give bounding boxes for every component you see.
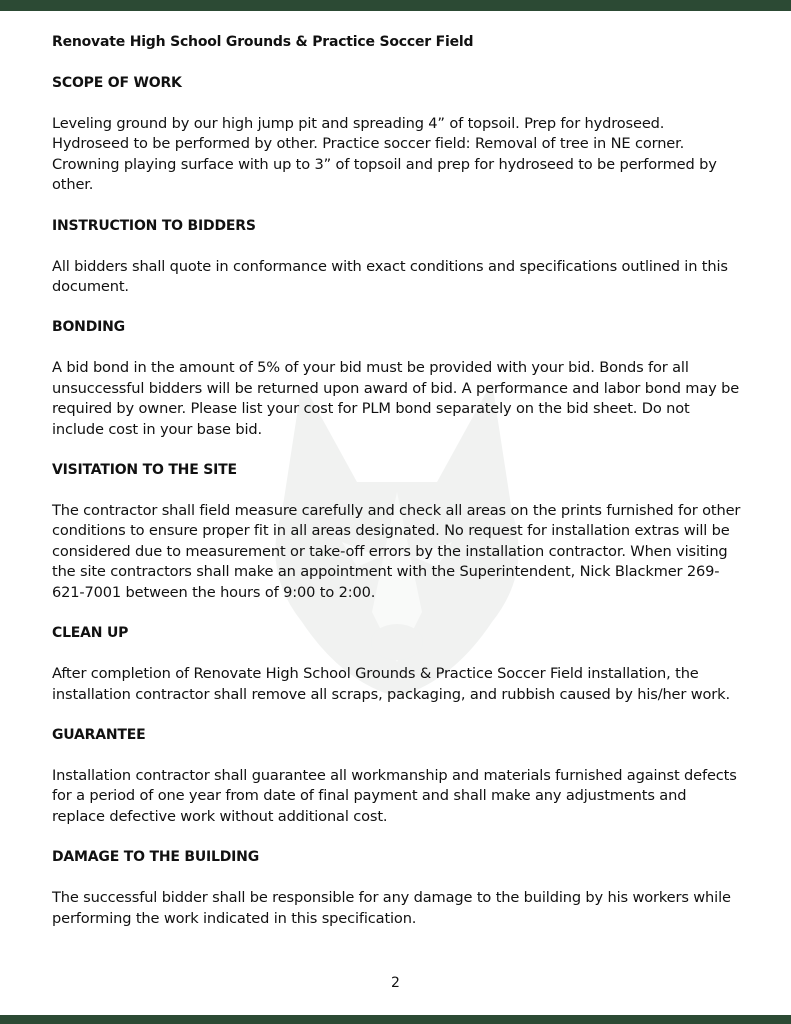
top-band — [0, 0, 791, 11]
section-guarantee — [52, 725, 742, 827]
section-instruction-to-bidders — [52, 216, 742, 298]
section-body: A bid bond in the amount of 5% of your bid must be provided with your bid. Bonds for all unsuccessful bidders will be returned upon award of bid. A performance and labor bond may be required by owner. Please list your cost for PLM bond separately on the bid sheet. Do not include cost in your base bid. — [52, 359, 740, 438]
section-bonding — [52, 317, 742, 440]
section-body: The successful bidder shall be responsible for any damage to the building by his workers while performing the work indicated in this specification. — [52, 889, 731, 927]
section-heading: BONDING — [52, 319, 125, 336]
section-heading: DAMAGE TO THE BUILDING — [52, 849, 259, 866]
section-damage-to-the-building — [52, 847, 742, 929]
document-title: Renovate High School Grounds & Practice Soccer Field — [52, 34, 474, 50]
section-scope-of-work — [52, 73, 742, 196]
section-body: Leveling ground by our high jump pit and spreading 4” of topsoil. Prep for hydroseed. Hydroseed to be performed by other. Practice soccer field: Removal of tree in NE corner. Crowning playing surface with up to 3” of topsoil and prep for hydroseed to be performed by other. — [52, 115, 717, 194]
page-number: 2 — [391, 975, 400, 991]
section-heading: VISITATION TO THE SITE — [52, 462, 237, 479]
section-body: After completion of Renovate High School Grounds & Practice Soccer Field installation, the installation contractor shall remove all scraps, packaging, and rubbish caused by his/her work. — [52, 665, 730, 703]
section-body: Installation contractor shall guarantee all workmanship and materials furnished against defects for a period of one year from date of final payment and shall make any adjustments and replace defective work without additional cost. — [52, 766, 737, 825]
section-heading: CLEAN UP — [52, 625, 129, 642]
section-body: The contractor shall field measure carefully and check all areas on the prints furnished for other conditions to ensure proper fit in all areas designated. No request for installation extras will be considered due to measurement or take-off errors by the installation contractor. When visiting the site contractors shall make an appointment with the Superintendent, Nick Blackmer 269-621-7001 between the hours of 9:00 to 2:00. — [52, 502, 741, 601]
section-heading: INSTRUCTION TO BIDDERS — [52, 217, 256, 234]
document-body — [52, 32, 742, 949]
bottom-band — [0, 1015, 791, 1024]
section-visitation-to-the-site — [52, 460, 742, 603]
section-body: All bidders shall quote in conformance with exact conditions and specifications outlined in this document. — [52, 257, 728, 296]
section-heading: SCOPE OF WORK — [52, 75, 182, 91]
section-clean-up — [52, 623, 742, 705]
section-heading: GUARANTEE — [52, 726, 146, 743]
